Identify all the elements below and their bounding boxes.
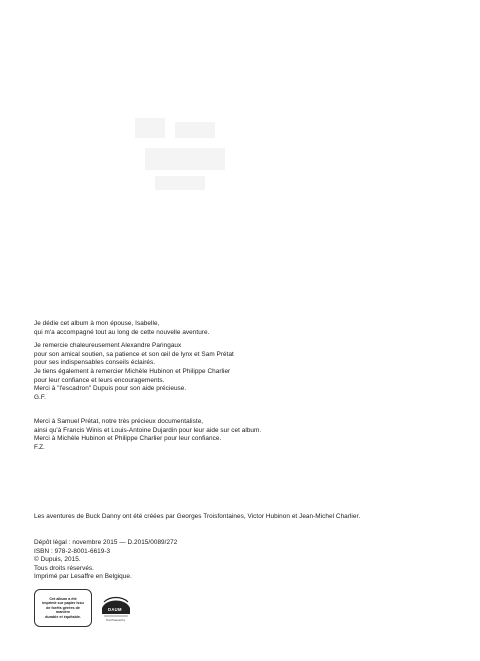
- thanks-line: Je tiens également à remercier Michèle Hubinon et Philippe Charlier: [34, 367, 231, 375]
- eco-badge-line: de forêts gérées de: [46, 605, 80, 610]
- eco-paper-badge: [34, 589, 92, 627]
- acknowledgement-line: ainsi qu'à Francis Winis et Louis-Antoine Dujardin pour leur aide sur cet album.: [34, 426, 262, 434]
- dedication-line: qui m'a accompagné tout au long de cette nouvelle aventure.: [34, 328, 210, 336]
- legal-deposit: Dépôt légal : novembre 2015 — D.2015/0089/272: [34, 539, 178, 546]
- eco-badge-line: durable et équitable.: [45, 614, 81, 619]
- thanks-line: Merci à "l'escadron" Dupuis pour son aide précieuse.: [34, 385, 187, 393]
- thanks-line: pour ses indispensables conseils éclairés.: [34, 359, 156, 367]
- acknowledgement-line: Merci à Michèle Hubinon et Philippe Charlier pour leur confiance.: [34, 435, 222, 443]
- acknowledgement-line: Merci à Samuel Prétat, notre très précieux documentaliste,: [34, 418, 204, 425]
- printer-credit: Imprimé par Lesaffre en Belgique.: [34, 573, 132, 581]
- faint-background-artwork: [125, 108, 245, 198]
- legal-notice: [34, 539, 177, 582]
- dedication-line: Je dédie cet album à mon épouse, Isabelle,: [34, 320, 160, 327]
- eco-badge-line: Cet album a été: [49, 596, 77, 601]
- thanks-line: pour leur confiance et leurs encouragements.: [34, 376, 165, 384]
- signature-initials: G.F.: [34, 393, 46, 401]
- creators-credit: [34, 513, 360, 522]
- printer-logo-name: DAUM: [108, 607, 122, 612]
- signature-initials: F.Z.: [34, 443, 45, 451]
- isbn: ISBN : 978-2-8001-6619-3: [34, 547, 111, 555]
- acknowledgements-section: [34, 418, 261, 452]
- rights-reserved: Tous droits réservés.: [34, 564, 95, 572]
- creators-line: Les aventures de Buck Danny ont été créées par Georges Troisfontaines, Victor Hubinon et Jean-Michel Charlier.: [34, 513, 361, 520]
- thanks-line: Je remercie chaleureusement Alexandre Paringaux: [34, 342, 182, 350]
- copyright: © Dupuis, 2015.: [34, 556, 81, 564]
- thanks-line: pour son amical soutien, sa patience et son œil de lynx et Sam Prétat: [34, 350, 234, 358]
- printer-logo: [100, 594, 132, 628]
- eco-badge-line: manière: [55, 610, 71, 615]
- printer-logo-subtext: Text Powered by: [106, 619, 126, 622]
- dedication-section: [34, 320, 234, 402]
- eco-badge-line: imprimé sur papier issu: [42, 601, 84, 606]
